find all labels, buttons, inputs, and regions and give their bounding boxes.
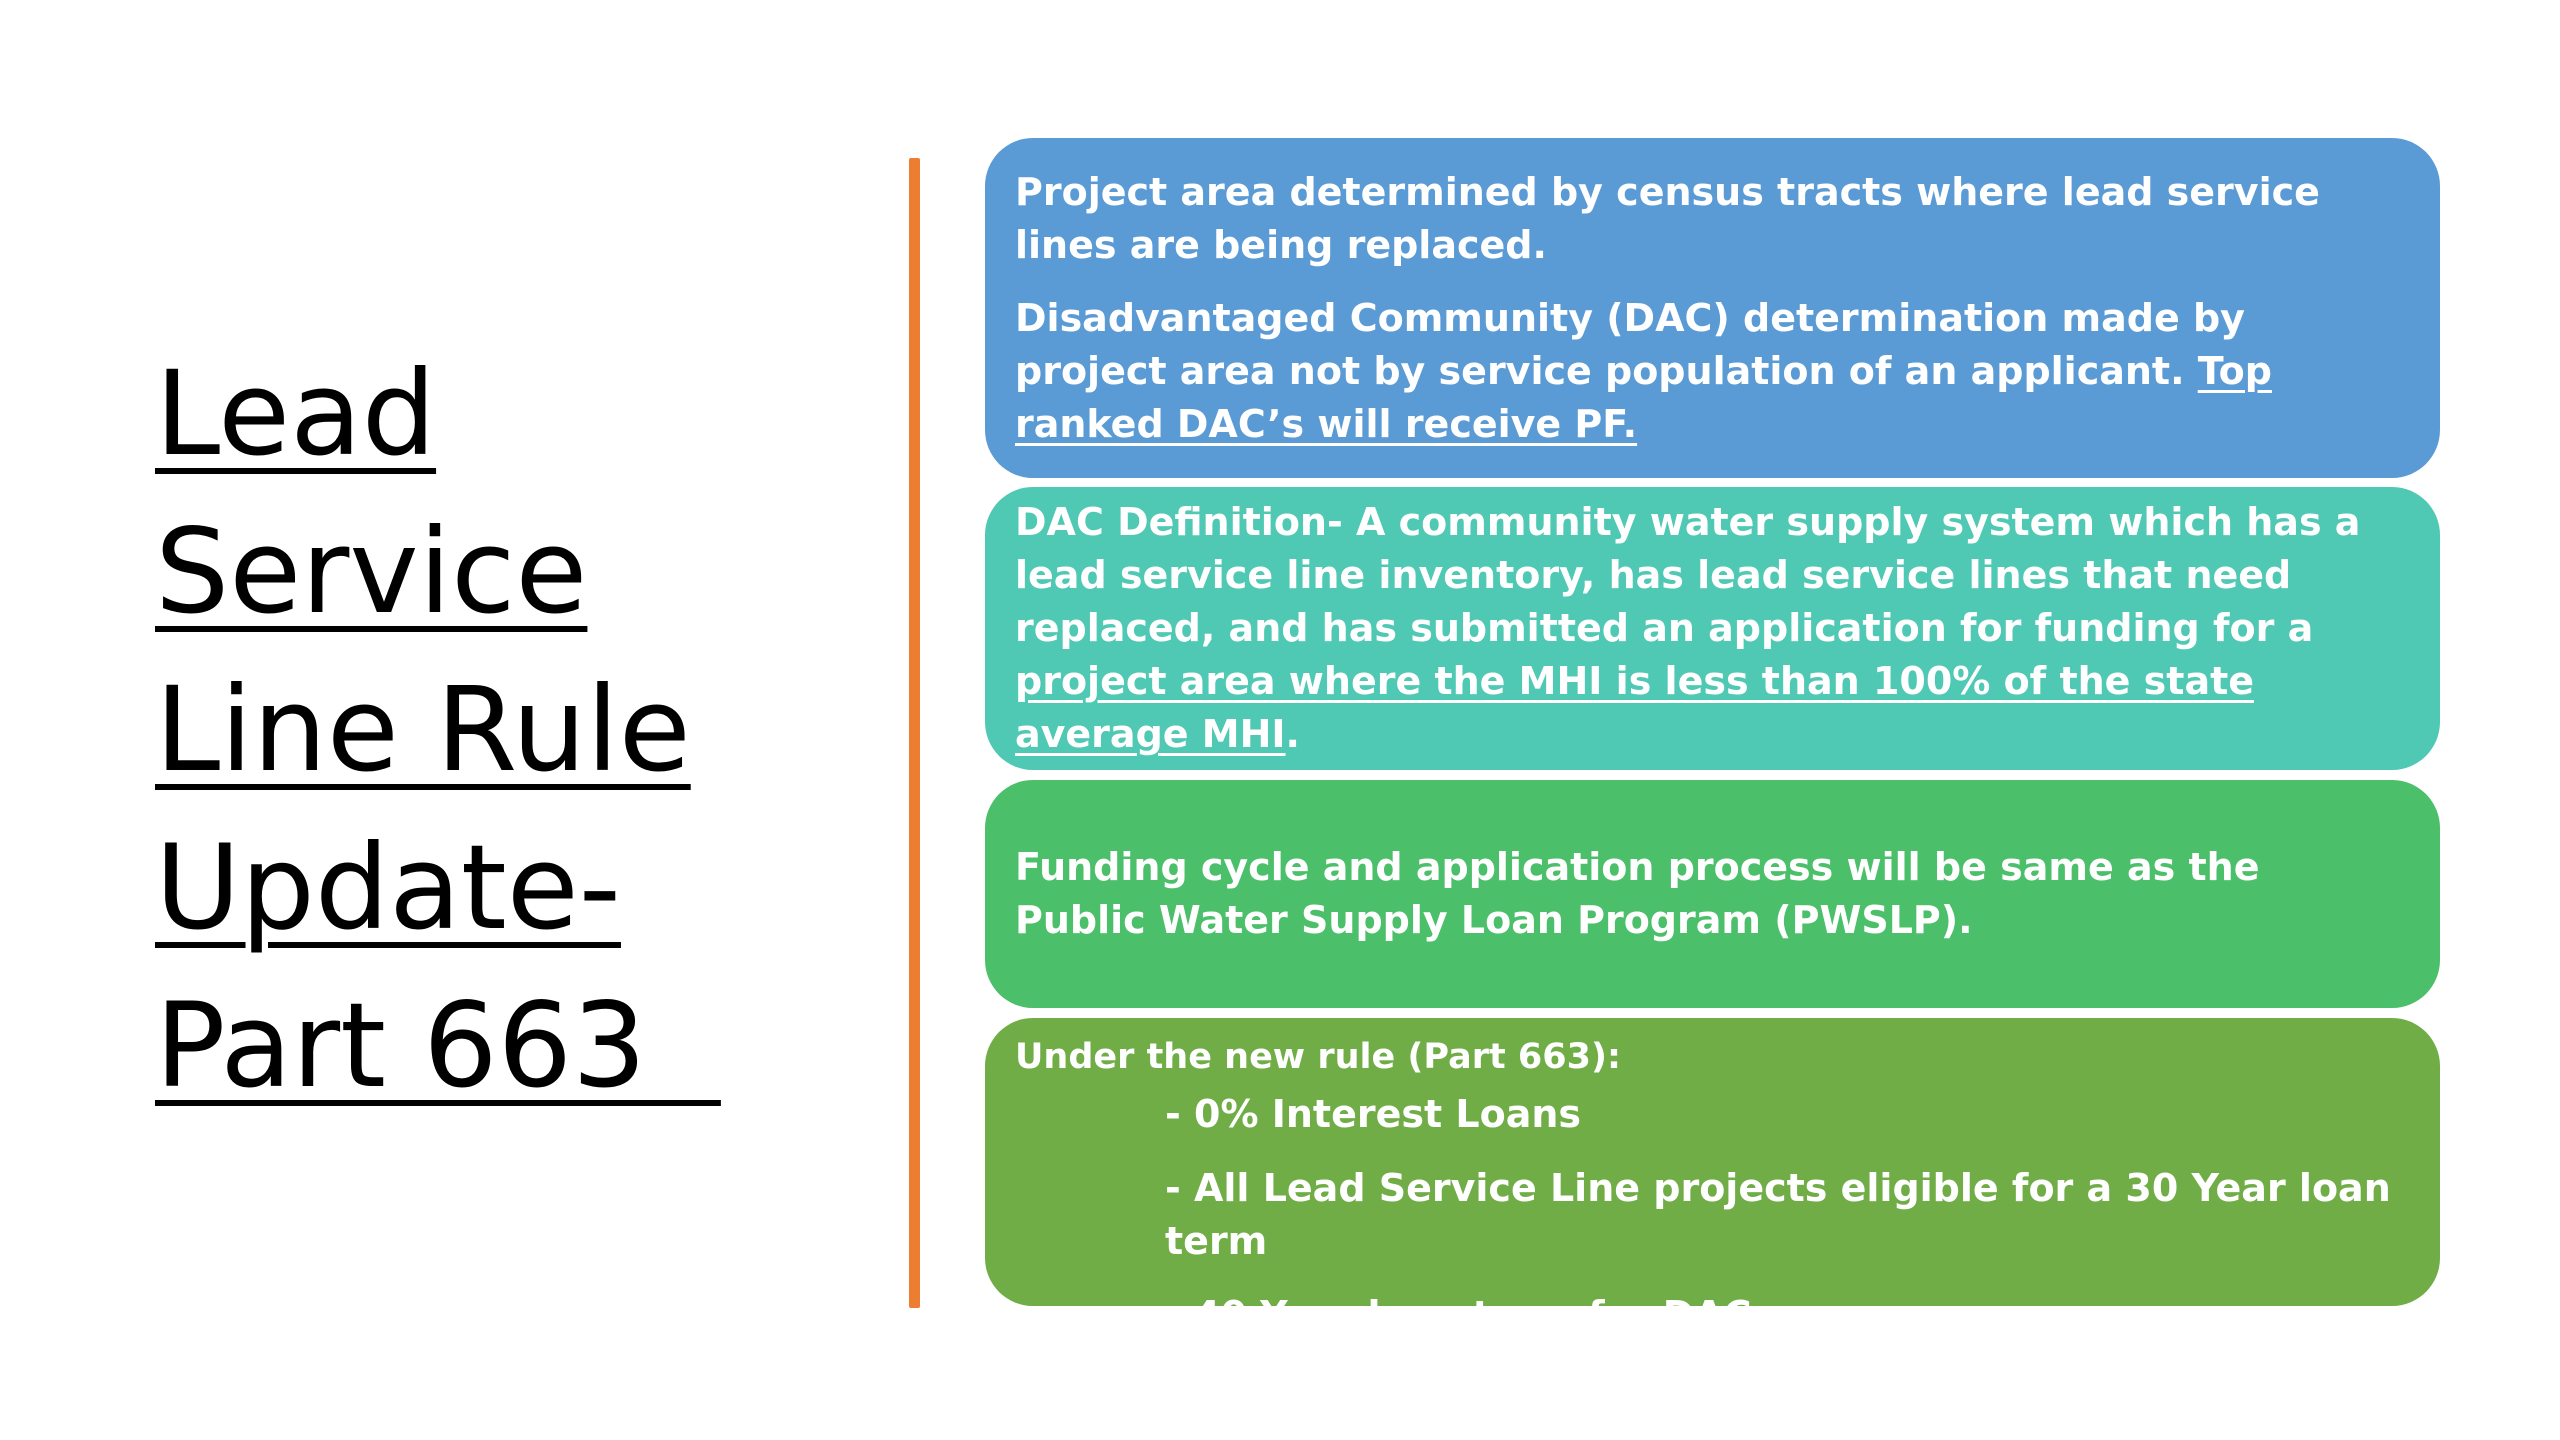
new-rule-list (1015, 1088, 2396, 1342)
project-area-text: Project area determined by census tracts where lead service lines are being replaced. (1015, 169, 2320, 267)
vertical-divider (909, 158, 920, 1308)
dac-definition-box (985, 487, 2440, 770)
title-line-2: Service (155, 503, 588, 640)
title-line-4: Update- (155, 819, 621, 956)
dac-definition-text (1015, 496, 2396, 761)
funding-cycle-box (985, 780, 2440, 1008)
list-item: - All Lead Service Line projects eligible for a 30 Year loan term (1165, 1166, 2391, 1263)
project-area-box (985, 138, 2440, 478)
dac-definition-suffix: . (1285, 712, 1300, 756)
funding-cycle-text: Funding cycle and application process will be same as the Public Water Supply Loan Program (PWSLP). (1015, 845, 2260, 942)
dac-definition-body: DAC Definition- A community water supply system which has a lead service line inventory, has lead service lines that need replaced, and has submitted an application for funding for a (1015, 500, 2361, 650)
title-line-5: Part 663 (155, 977, 721, 1114)
top-ranked-dac-text: Top ranked DAC’s will receive PF. (1015, 348, 2272, 446)
dac-determination-text (1015, 292, 2396, 451)
list-item: - 0% Interest Loans (1165, 1092, 1582, 1136)
dac-determination-body: Disadvantaged Community (DAC) determination made by project area not by service population of an applicant. (1015, 295, 2245, 393)
title-line-3: Line Rule (155, 661, 691, 798)
mhi-threshold-text: project area where the MHI is less than 100% of the state average MHI (1015, 659, 2255, 756)
slide-title (155, 335, 755, 1125)
new-rule-box (985, 1018, 2440, 1337)
new-rule-lead-in: Under the new rule (Part 663): (1015, 1037, 1621, 1077)
list-item: - 40 Year loan term for DAC (1165, 1293, 1752, 1337)
title-line-1: Lead (155, 345, 437, 482)
